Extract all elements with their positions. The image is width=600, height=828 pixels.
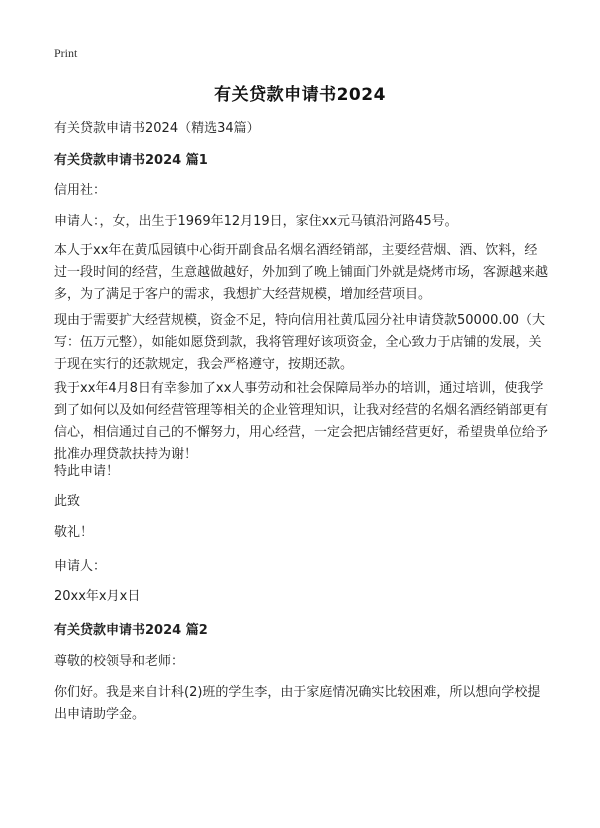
document-title: 有关贷款申请书2024	[214, 85, 386, 105]
paragraph-section2: 你们好。我是来自计科(2)班的学生李，由于家庭情况确实比较困难，所以想向学校提出申请助学金。	[54, 685, 541, 722]
date-line: 20xx年x月x日	[54, 589, 141, 604]
applicant-line: 申请人：，女，出生于1969年12月19日，家住xx元马镇沿河路45号。	[54, 214, 458, 229]
print-label: Print	[54, 46, 78, 60]
paragraph-1: 本人于xx年在黄瓜园镇中心街开副食品名烟名酒经销部，主要经营烟、酒、饮料，经过一段时间的经营，生意越做越好，外加到了晚上铺面门外就是烧烤市场，客源越来越多，为了满足于客户的需求，我想扩大经营规模，增加经营项目。	[54, 243, 549, 302]
paragraph-3: 我于xx年4月8日有幸参加了xx人事劳动和社会保障局举办的培训，通过培训，使我学到了如何以及如何经营管理等相关的企业管理知识，让我对经营的名烟名酒经销部更有信心，相信通过自己的不懈努力，用心经营，一定会把店铺经营更好，希望贵单位给予批准办理贷款扶持为谢！	[54, 381, 549, 462]
paragraph-2: 现由于需要扩大经营规模，资金不足，特向信用社黄瓜园分社申请贷款50000.00（大写：伍万元整），如能如愿贷到款，我将管理好该项资金，全心致力于店铺的发展，关于现在实行的还款规定，我会严格遵守，按期还款。	[54, 313, 546, 372]
closing-line-2: 此致	[54, 494, 81, 509]
document-subtitle: 有关贷款申请书2024（精选34篇）	[54, 121, 260, 136]
section-heading-1: 有关贷款申请书2024 篇1	[54, 153, 208, 168]
salutation-2: 尊敬的校领导和老师：	[54, 654, 185, 669]
salutation-1: 信用社：	[54, 183, 107, 198]
signature-line: 申请人：	[54, 559, 107, 574]
closing-line-3: 敬礼！	[54, 525, 94, 540]
section-heading-2: 有关贷款申请书2024 篇2	[54, 623, 208, 638]
closing-line-1: 特此申请！	[54, 464, 120, 479]
